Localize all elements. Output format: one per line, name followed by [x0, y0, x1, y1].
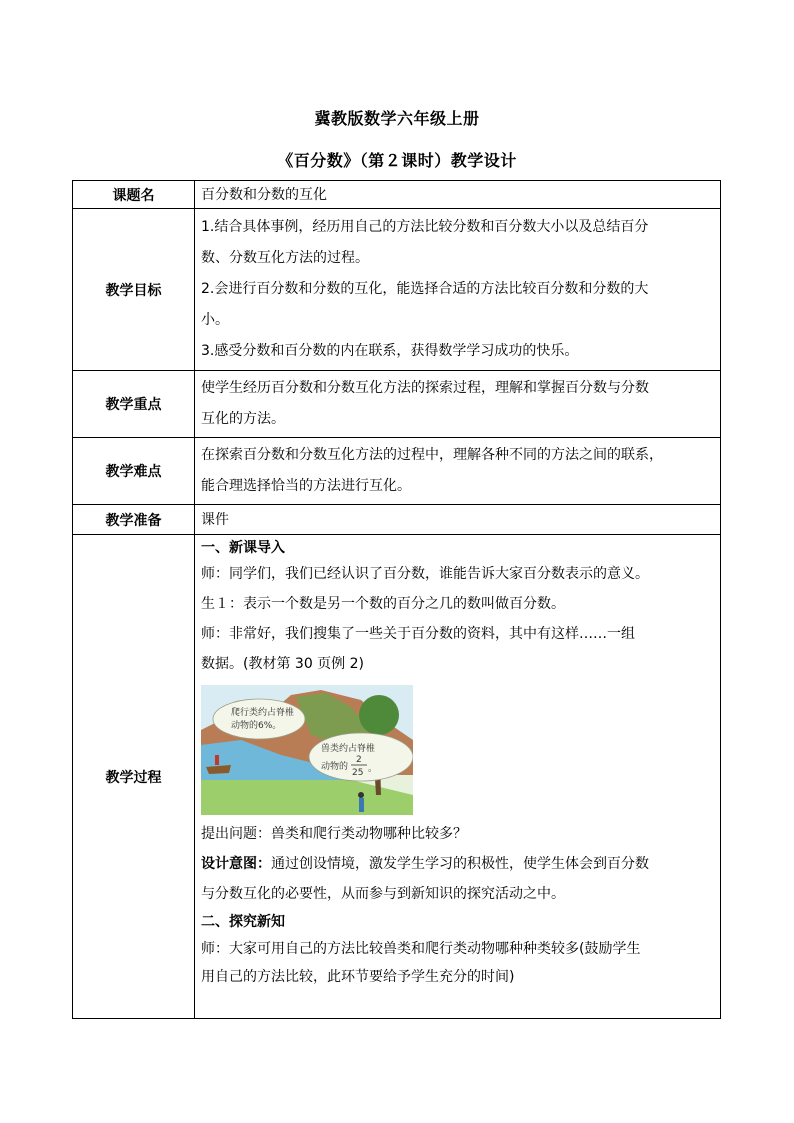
label-process: 教学过程: [73, 535, 195, 1019]
process-paragraph: 师：同学们，我们已经认识了百分数，谁能告诉大家百分数表示的意义。: [201, 566, 649, 582]
bubble-mammals-prefix: 动物的: [321, 762, 349, 772]
topic-text: 百分数和分数的互化: [195, 181, 721, 209]
document-subtitle: 《百分数》（第２课时）教学设计: [277, 151, 517, 170]
bubble-mammals-suffix: 。: [368, 764, 378, 774]
difficulty-line: 在探索百分数和分数互化方法的过程中，理解各种不同的方法之间的联系，: [201, 447, 663, 463]
speech-bubble-mammals: [309, 733, 413, 781]
textbook-illustration: [201, 685, 413, 815]
design-intent: [201, 849, 714, 879]
label-difficulties: 教学难点: [73, 438, 195, 505]
question-text: 提出问题：兽类和爬行类动物哪种比较多？: [201, 826, 467, 842]
key-points-cell: [195, 371, 721, 438]
row-preparation: [73, 505, 721, 535]
key-point-line: 互化的方法。: [201, 411, 285, 427]
objective-line: 数、分数互化方法的过程。: [201, 250, 369, 266]
document-title: 冀教版数学六年级上册: [314, 109, 480, 128]
design-intent-cont: 与分数互化的必要性，从而参与到新知识的探究活动之中。: [201, 886, 565, 902]
objective-line: 1.结合具体事例，经历用自己的方法比较分数和百分数大小以及总结百分: [201, 219, 649, 235]
label-topic: 课题名: [73, 181, 195, 209]
design-intent-text: 通过创设情境，激发学生学习的积极性，使学生体会到百分数: [271, 856, 649, 872]
row-process: [73, 535, 721, 1019]
row-key-points: [73, 371, 721, 438]
process-paragraph: 生１：表示一个数是另一个数的百分之几的数叫做百分数。: [201, 596, 565, 612]
bubble-mammals-denominator: 25: [352, 768, 364, 778]
design-intent-label: 设计意图：: [201, 856, 271, 872]
row-difficulties: [73, 438, 721, 505]
preparation-text: 课件: [195, 505, 721, 535]
objective-line: 3.感受分数和百分数的内在联系，获得数学学习成功的快乐。: [201, 343, 579, 359]
process-paragraph: 师：大家可用自己的方法比较兽类和爬行类动物哪种种类较多(鼓励学生: [201, 941, 641, 957]
bubble-reptiles-line1: 爬行类约占脊椎: [231, 708, 295, 718]
label-preparation: 教学准备: [73, 505, 195, 535]
lesson-plan-table: [72, 180, 721, 1019]
process-paragraph: 用自己的方法比较，此环节要给予学生充分的时间): [201, 969, 515, 985]
process-paragraph: 数据。(教材第 30 页例 2): [201, 656, 364, 672]
row-objectives: [73, 209, 721, 371]
difficulties-cell: [195, 438, 721, 505]
objectives-cell: [195, 209, 721, 371]
bubble-mammals-line1: 兽类约占脊椎: [321, 744, 376, 754]
bubble-mammals-numerator: 2: [356, 755, 362, 765]
objective-line: 2.会进行百分数和分数的互化，能选择合适的方法比较百分数和分数的大: [201, 281, 649, 297]
objective-line: 小。: [201, 312, 229, 328]
speech-bubble-reptiles: [213, 699, 305, 739]
process-cell: [195, 535, 721, 1019]
label-objectives: 教学目标: [73, 209, 195, 371]
process-paragraph: 师：非常好，我们搜集了一些关于百分数的资料，其中有这样……一组: [201, 626, 635, 642]
section-heading-explore: 二、探究新知: [201, 914, 285, 930]
section-heading-intro: 一、新课导入: [201, 540, 285, 556]
bubble-reptiles-line2: 动物的6%。: [231, 721, 282, 731]
difficulty-line: 能合理选择恰当的方法进行互化。: [201, 478, 411, 494]
label-key-points: 教学重点: [73, 371, 195, 438]
key-point-line: 使学生经历百分数和分数互化方法的探索过程，理解和掌握百分数与分数: [201, 380, 649, 396]
row-topic: [73, 181, 721, 209]
